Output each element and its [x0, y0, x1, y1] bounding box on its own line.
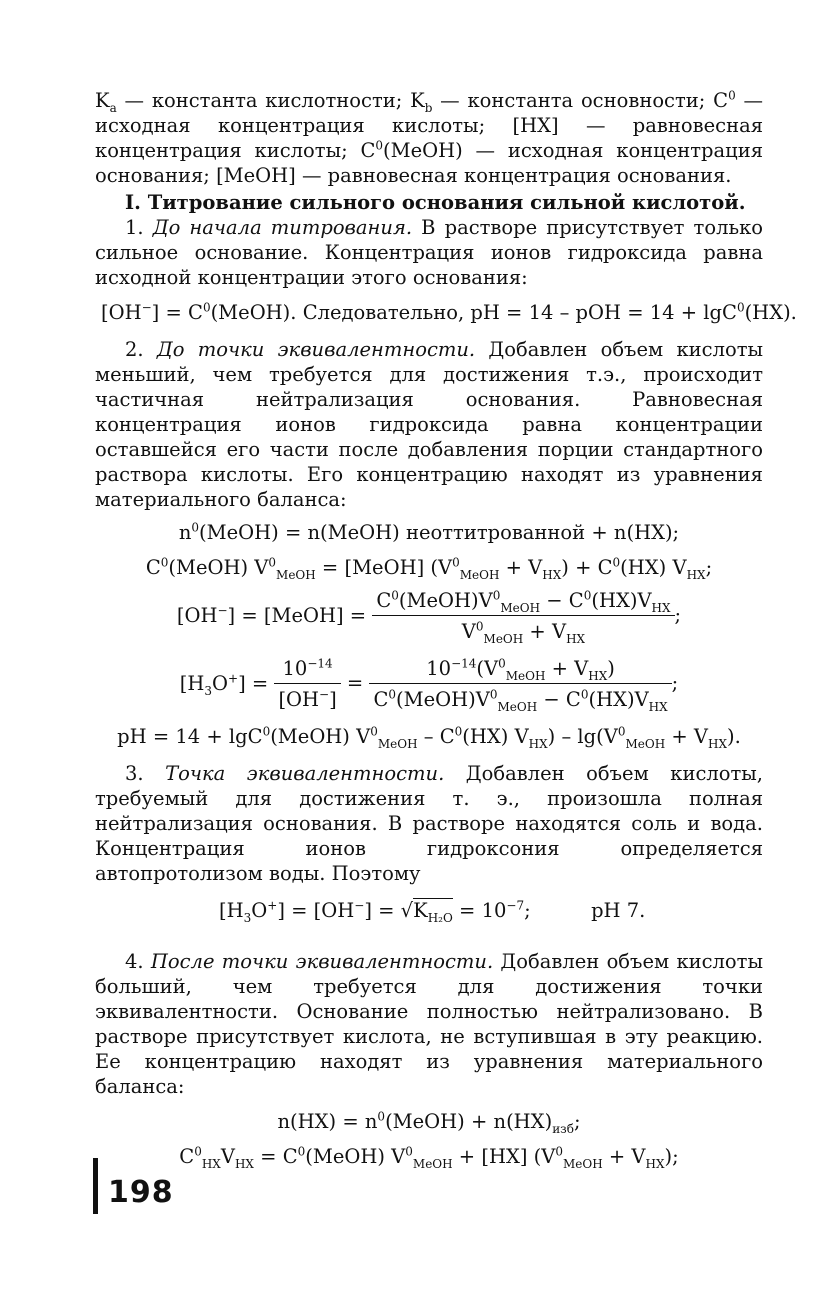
formula-h3o-lhs: $[H_3O^+]$ =: [179, 671, 269, 698]
definitions-paragraph: $K_a$ — константа кислотности; $K_b$ — константа основности; $C^0$ — исходная концентрация кислоты; [НХ] — равновесная концентрация кислоты; $C^0(МеОН)$ — исходная концентрация основания; [МеОН] — равновесная концентрация основания.: [95, 88, 763, 187]
formula-oh-lhs: [OH−] = [МеОН] =: [176, 603, 367, 627]
formula-h3o-fraction: [95, 656, 763, 712]
step-2-paragraph: 2. До точки эквивалентности. Добавлен объем кислоты меньший, чем требуется для достижения т.э., происходит частичная нейтрализация основания. Равновесная концентрация ионов гидроксида равна концентрации оставшейся его части после добавления порции стандартного раствора кислоты. Его концентрацию находят из уравнения материального баланса:: [95, 338, 763, 511]
fraction: [369, 656, 671, 712]
formula-moles-excess: $n(НХ) = n^0(МеОН) + n(НХ)_{изб}$;: [277, 1109, 581, 1136]
step-1-paragraph: 1. До начала титрования. В растворе присутствует только сильное основание. Концентрация ионов гидроксида равна исходной концентрации этого основания:: [95, 216, 763, 289]
step-4-paragraph: 4. После точки эквивалентности. Добавлен объем кислоты больший, чем требуется для достижения точки эквивалентности. Основание полностью нейтрализовано. В растворе присутствует кислота, не вступившая в эту реакцию. Ее концентрацию находят из уравнения материального баланса:: [95, 950, 763, 1098]
step-3-paragraph: 3. Точка эквивалентности. Добавлен объем кислоты, требуемый для достижения т. э., произошла полная нейтрализация основания. В растворе находятся соль и вода. Концентрация ионов гидроксония определяется автопротолизом воды. Поэтому: [95, 762, 763, 885]
formula-ph-before-eq: pH = 14 + lgC$^0$(МеОН) $V^0_{МеОН} - C^0(НХ)$ $V_{НХ}) - \lg(V^0_{МеОН} + V_{НХ})$.: [117, 724, 741, 751]
formula-h3o-equals-oh: $[H_3O^+] = [OH^-] = √K_{H_2O} = 10^{-7}$;: [219, 898, 531, 925]
page-number: 198: [108, 1175, 174, 1210]
formula-material-balance-volumes: $C^0(МеОН) V^0_{МеОН}$ = [МеОН] $(V^0_{МеОН} + V_{НХ}) + C^0(НХ)$ $V_{НХ}$;: [145, 555, 713, 582]
formula-material-balance-moles: $n^0(МеОН)$ = n(МеОН) неоттитрованной + n(НХ);: [178, 520, 680, 544]
section-title: I. Титрование сильного основания сильной кислотой.: [125, 191, 746, 214]
formula-end: ;: [671, 671, 679, 695]
formula-volumes-excess: $C^0_{НХ}V_{НХ}$ = $C^0(МеОН) V^0_{МеОН} + [НХ] (V^0_{МеОН} + V_{НХ})$;: [179, 1144, 679, 1171]
fraction: [274, 656, 340, 712]
fraction-numerator: $10^{-14}$: [274, 656, 340, 684]
fraction-denominator: $V^0_{МеОН} + V_{НХ}$: [461, 619, 586, 646]
fraction: [372, 588, 674, 644]
fraction-numerator: $10^{-14}(V^0_{МеОН} + V_{НХ})$: [369, 656, 671, 684]
fraction-denominator: $C^0(МеОН)V^0_{МеОН} - C^0(НХ)V_{НХ}$: [373, 687, 668, 714]
formula-ph-seven: pH 7.: [591, 899, 646, 922]
fraction-denominator: [OH−]: [278, 687, 337, 711]
formula-oh-initial: $[OH^-] = C^0(МеОН)$. Следовательно, pH = 14 – pOH = 14 + lgC$^0$(НХ).: [101, 300, 797, 324]
page-body: [95, 88, 797, 1171]
formula-equivalence-point: [95, 898, 763, 923]
fraction-numerator: $C^0(МеОН)V^0_{МеОН} - C^0(НХ)V_{НХ}$: [372, 588, 674, 616]
formula-oh-fraction: [95, 588, 763, 644]
footer-bar: [93, 1158, 98, 1214]
spacer: [95, 923, 763, 937]
equals-sign: =: [346, 671, 364, 695]
formula-end: ;: [674, 603, 682, 627]
